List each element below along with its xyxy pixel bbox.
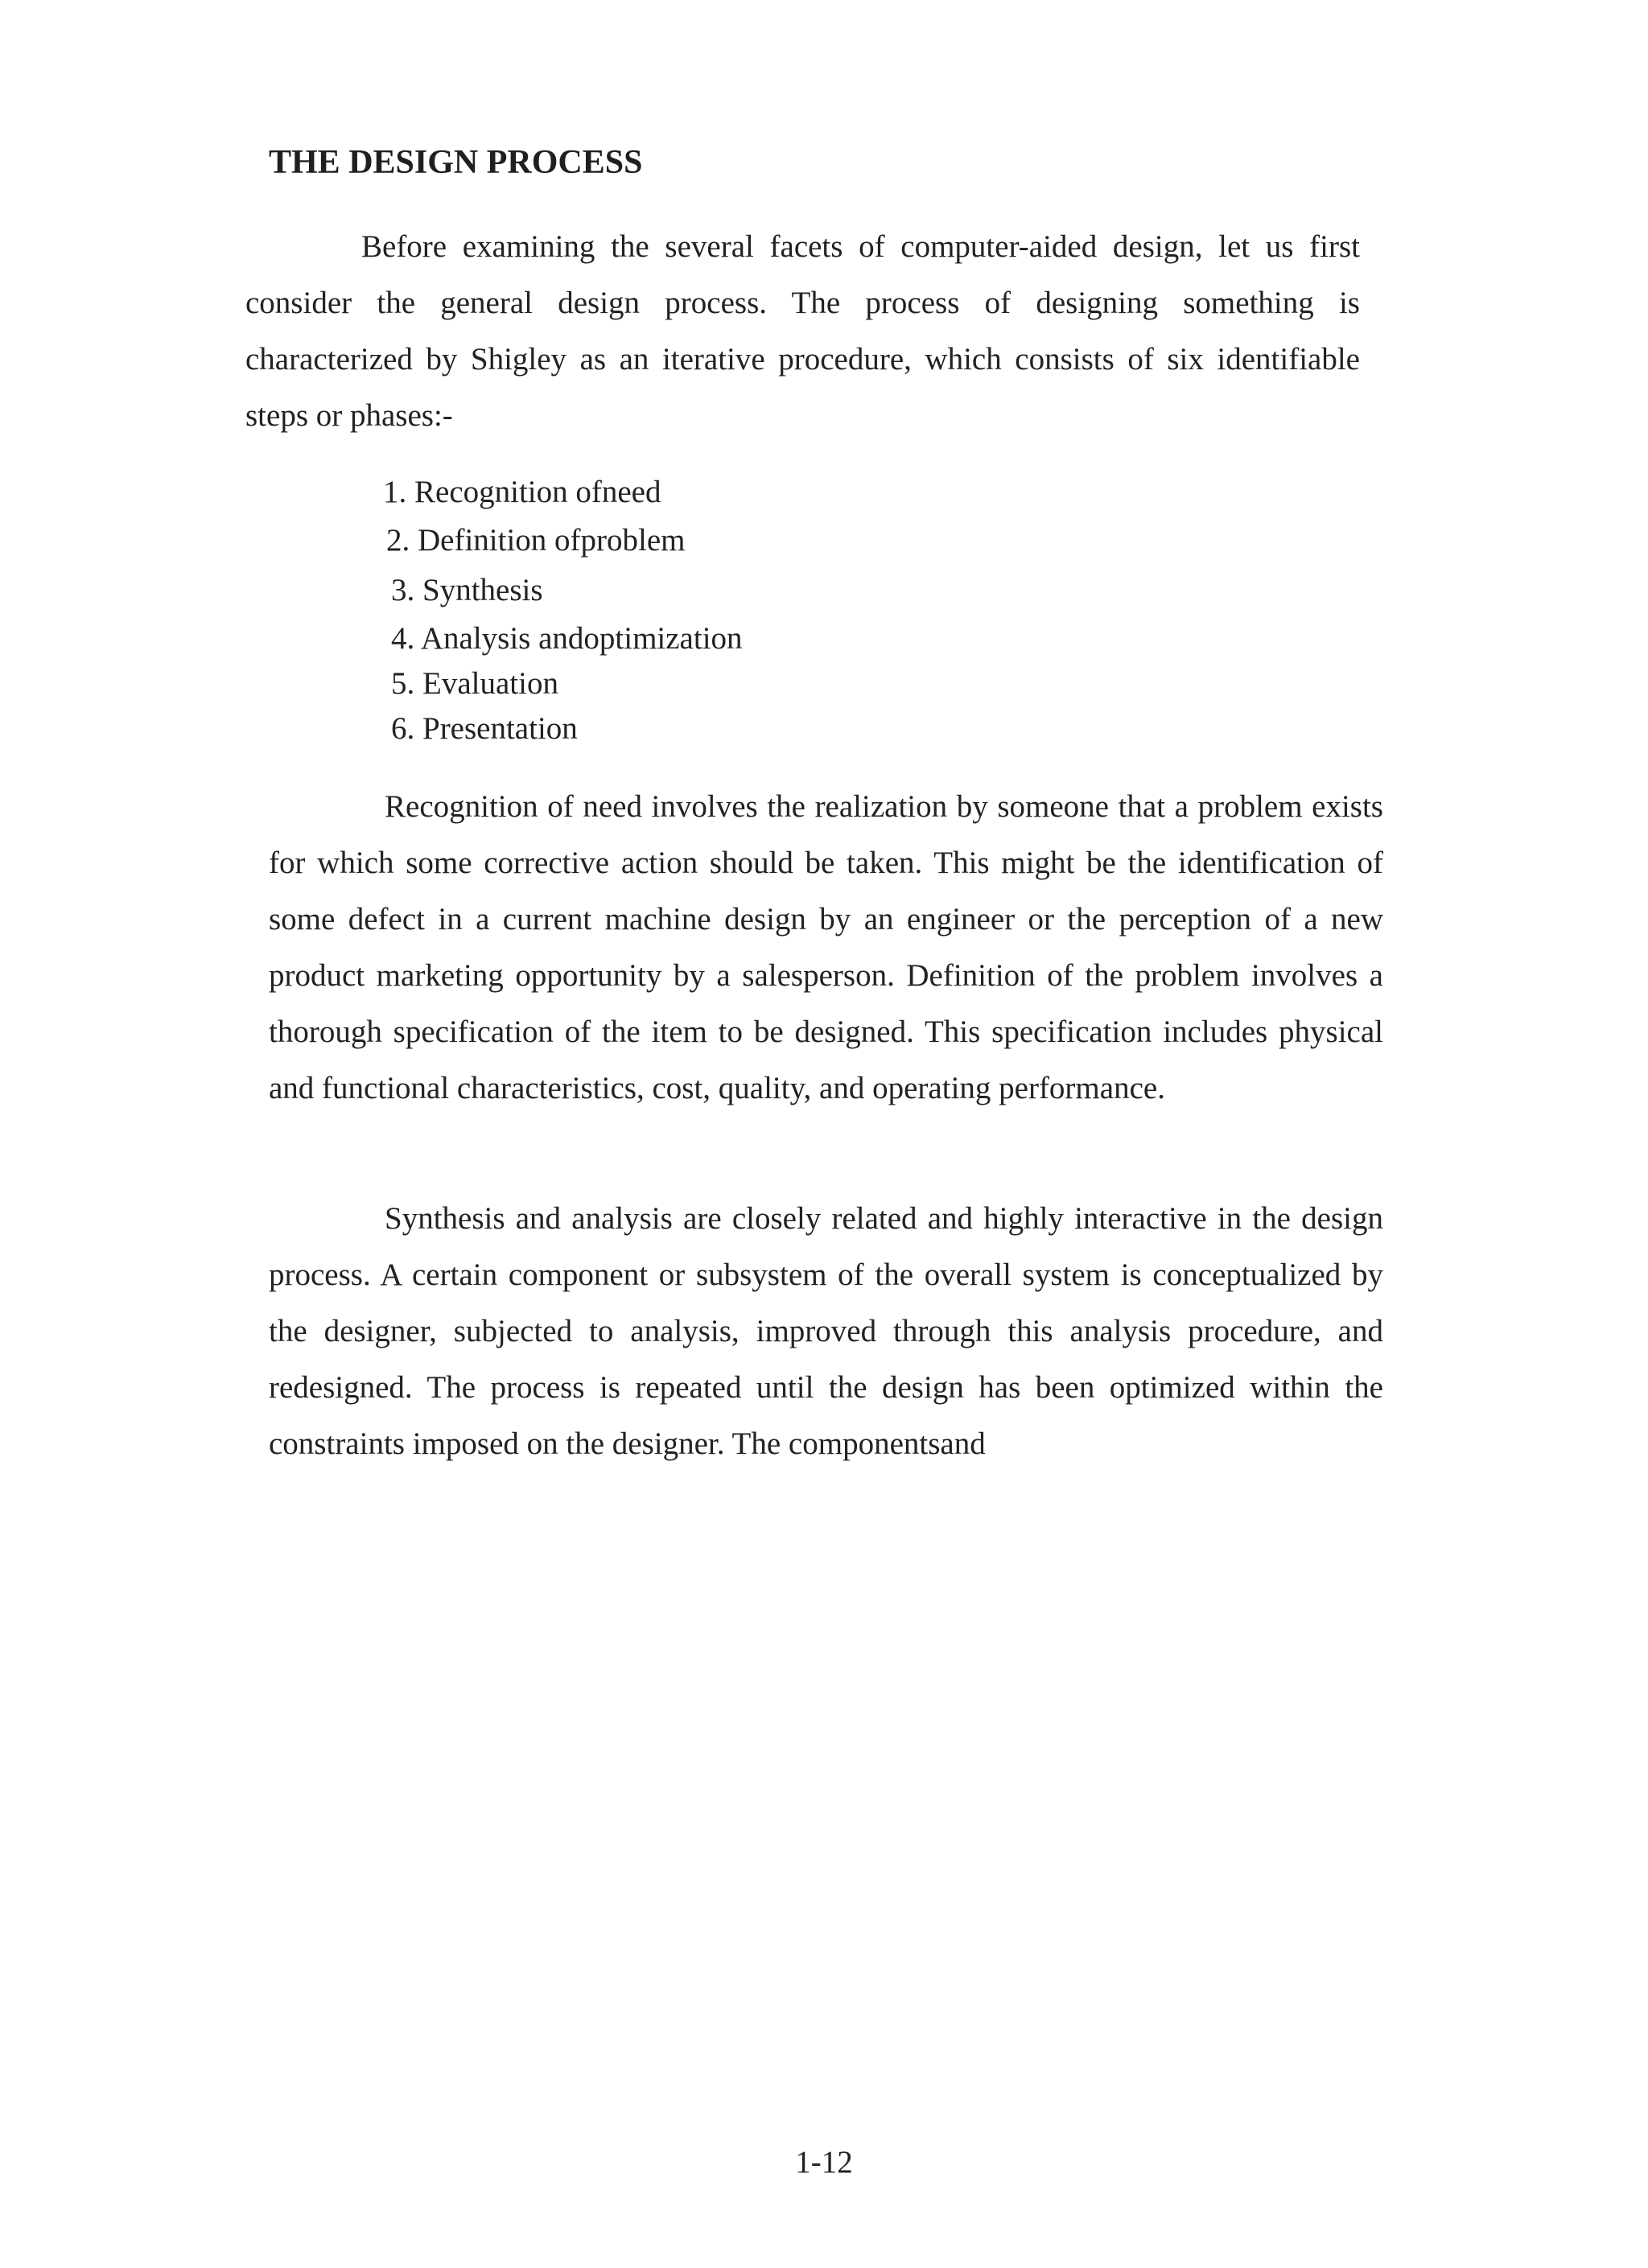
list-item: 2. Definition ofproblem — [386, 523, 686, 558]
list-item: 6. Presentation — [391, 711, 578, 746]
recognition-paragraph: Recognition of need involves the realization by someone that a problem exists for which some corrective action should be taken. This might be the identification of some defect in a current machine design by an engineer or the perception of a new product marketing opportunity by a salesperson. Definition of the problem involves a thorough specification of the item to be designed. This specification includes physical and functional characteristics, cost, quality, and operating performance. — [269, 789, 1383, 1105]
list-item: 3. Synthesis — [391, 573, 543, 607]
page-number: 1-12 — [795, 2145, 853, 2180]
synthesis-paragraph: Synthesis and analysis are closely related and highly interactive in the design process. A certain component or subsystem of the overall system is conceptualized by the designer, subjected to analysis, improved through this analysis procedure, and redesigned. The process is repeated until the design has been optimized within the constraints imposed on the designer. The componentsand — [269, 1201, 1383, 1461]
list-item: 1. Recognition ofneed — [383, 475, 661, 509]
list-item: 4. Analysis andoptimization — [391, 621, 743, 656]
list-item: 5. Evaluation — [391, 666, 558, 701]
design-steps-list — [383, 470, 743, 751]
intro-paragraph: Before examining the several facets of computer-aided design, let us first consider the general design process. The process of designing something is characterized by Shigley as an iterative procedure, which consists of six identifiable steps or phases:- — [245, 229, 1360, 433]
section-title: THE DESIGN PROCESS — [269, 144, 643, 181]
